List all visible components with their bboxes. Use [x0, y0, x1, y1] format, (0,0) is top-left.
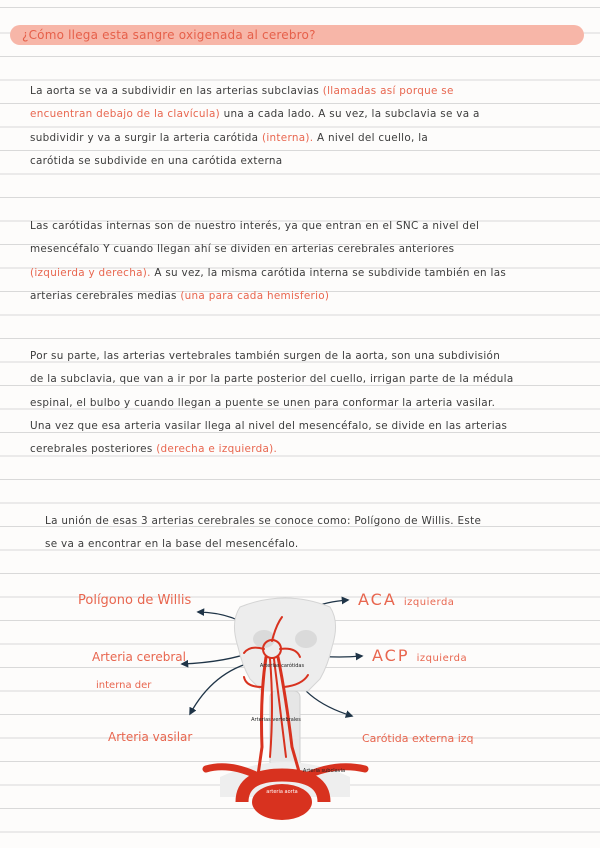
- label-aca-side: izquierda: [403, 597, 455, 608]
- p1-line3: subdividir y va a surgir la arteria carótida: [30, 131, 262, 144]
- p1-line2: una a cada lado.: [220, 108, 319, 121]
- label-acp-side: izquierda: [416, 653, 468, 664]
- label-arteria-vasilar: Arteria vasilar: [108, 730, 193, 744]
- label-acp-text: ACP: [372, 646, 410, 665]
- skull-orbit-right: [295, 630, 317, 648]
- label-aca-text: ACA: [358, 590, 397, 609]
- p1-line1: La aorta se va a subdividir en las arterias subclavias: [30, 85, 323, 97]
- paragraph-willis: [45, 510, 595, 557]
- p1-note-clavicula-2: encuentran debajo de la clavícula): [30, 108, 221, 121]
- p2-line2b: Y cuando llegan ahí se dividen en arterias cerebrales anteriores: [103, 243, 455, 256]
- p3-note-lados: (derecha e izquierda).: [156, 443, 278, 456]
- p4-line1: La unión de esas 3 arterias cerebrales se conoce como: Polígono de Willis. Este: [45, 515, 482, 527]
- label-acp: [372, 646, 467, 665]
- paragraph-vertebrales: [30, 345, 595, 461]
- p4-line2: se va a encontrar en la base del mesencéfalo.: [45, 538, 299, 551]
- arteries-figure: [200, 597, 370, 827]
- p3-line4: Una vez que esa arteria vasilar llega al nivel del mesencéfalo, se divide en las arterias: [30, 419, 508, 432]
- p2-line2a: mesencéfalo: [30, 243, 104, 256]
- p2-line1: Las carótidas internas son de nuestro interés, ya que entran en el SNC a nivel del: [30, 220, 480, 232]
- skull-shape: [234, 598, 335, 691]
- paragraph-carotidas: [30, 215, 595, 308]
- figure-label-subclavia: Arteria subclavia: [302, 768, 346, 774]
- p3-line1: Por su parte, las arterias vertebrales también surgen de la aorta, son una subdivisión: [30, 350, 501, 362]
- p1-line4: carótida se subdivide en una carótida externa: [30, 154, 283, 167]
- label-cerebral-interna-2: interna der: [96, 680, 152, 691]
- p3-line2: de la subclavia, que van a ir por la parte posterior del cuello, irrigan parte de la médula: [30, 373, 514, 386]
- label-carotida-externa: Carótida externa izq: [362, 732, 474, 745]
- p3-line3: espinal, el bulbo y cuando llegan a puente se unen para conformar la arteria vasilar.: [30, 396, 496, 409]
- p2-note-hemisferio: (una para cada hemisferio): [180, 289, 330, 302]
- p1-line2b: A su vez, la subclavia se va a: [318, 108, 480, 121]
- label-cerebral-interna-1: Arteria cerebral: [92, 650, 186, 664]
- p2-line3: A su vez, la misma carótida interna se subdivide también en las: [150, 266, 507, 279]
- label-aca: [358, 590, 454, 609]
- label-poligono-willis: Polígono de Willis: [78, 593, 192, 608]
- p1-note-clavicula: (llamadas así porque se: [322, 85, 454, 97]
- p2-note-lados: (izquierda y derecha).: [30, 266, 151, 279]
- figure-label-vertebrales: Arterias vertebrales: [251, 717, 301, 723]
- p3-line5: cerebrales posteriores: [30, 443, 157, 456]
- figure-label-aorta: arteria aorta: [266, 789, 298, 795]
- p1-line3b: A nivel del cuello, la: [313, 131, 429, 144]
- paragraph-aorta: [30, 80, 590, 173]
- p1-note-interna: (interna).: [261, 131, 314, 144]
- page-title: ¿Cómo llega esta sangre oxigenada al cerebro?: [22, 28, 316, 42]
- p2-line4: arterias cerebrales medias: [30, 289, 181, 302]
- figure-label-carotidas: Arterias carótidas: [259, 663, 305, 669]
